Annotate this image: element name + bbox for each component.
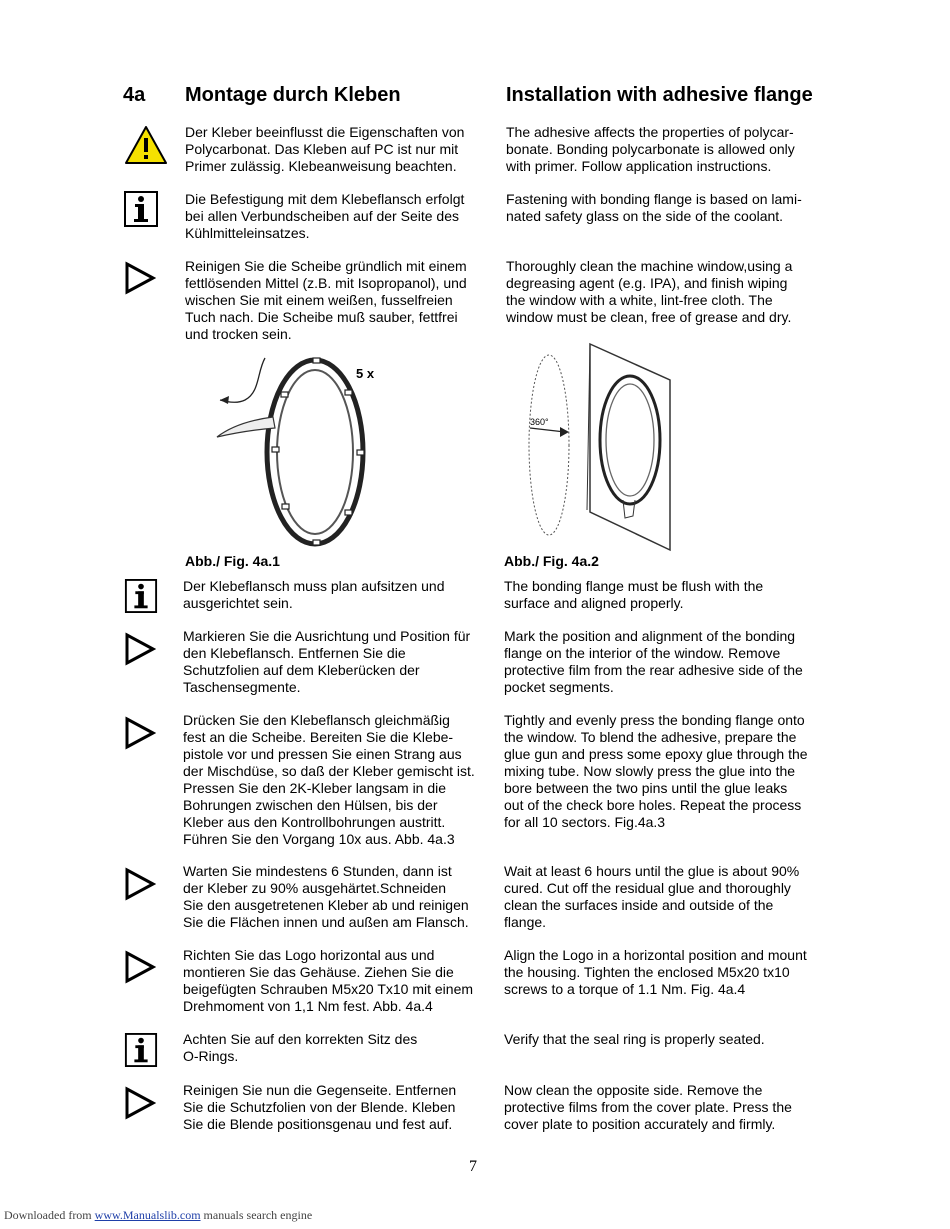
footer: [4, 1208, 312, 1223]
block-5-en: Tightly and evenly press the bonding flange onto the window. To blend the adhesive, prepare the glue gun and press some epoxy glue through the mixing tube. Now slowly press the glue into the bore between the two pins until the glue leaks out of the check bore holes. Repeat the process for all 10 sectors. Fig.4a.3: [504, 712, 808, 830]
block-4-de: Markieren Sie die Ausrichtung und Position für den Klebeflansch. Entfernen Sie die Schutzfolien auf dem Kleberücken der Taschensegmente.: [183, 628, 471, 695]
block-6-de: Warten Sie mindestens 6 Stunden, dann ist der Kleber zu 90% ausgehärtet.Schneiden Sie den ausgetretenen Kleber ab und reinigen Sie die Flächen innen und außen am Flansch.: [183, 863, 469, 930]
footer-suffix: manuals search engine: [200, 1208, 313, 1222]
block-3-en: The bonding flange must be flush with the surface and aligned properly.: [504, 578, 764, 611]
block-2-de: Reinigen Sie die Scheibe gründlich mit einem fettlösenden Mittel (z.B. mit Isopropanol), und wischen Sie mit einem weißen, fusselfreien Tuch nach. Die Scheibe muß sauber, fettfrei und trocken sein.: [185, 258, 467, 342]
block-2-en: Thoroughly clean the machine window,using a degreasing agent (e.g. IPA), and finish wiping the window with a white, lint-free cloth. The window must be clean, free of grease and dry.: [506, 258, 793, 325]
block-7-de: Richten Sie das Logo horizontal aus und montieren Sie das Gehäuse. Ziehen Sie die beigefügten Schrauben M5x20 Tx10 mit einem Drehmoment von 1,1 Nm fest. Abb. 4a.4: [183, 947, 474, 1014]
block-5-de: Drücken Sie den Klebeflansch gleichmäßig fest an die Scheibe. Bereiten Sie die Klebe- pistole vor und pressen Sie einen Strang aus der Mischdüse, so daß der Kleber gemischt ist. Pressen Sie den 2K-Kleber langsam in die Bohrungen zwischen den Hülsen, bis der Kleber aus den Kontrollbohrungen austritt. Führen Sie den Vorgang 10x aus. Abb. 4a.3: [183, 712, 475, 847]
block-6-en: Wait at least 6 hours until the glue is about 90% cured. Cut off the residual glue and thoroughly clean the surfaces inside and outside of the flange.: [504, 863, 800, 930]
fig1-label: 5 x: [356, 366, 375, 381]
figure-4a1: [205, 352, 385, 557]
block-1-en: Fastening with bonding flange is based on lami- nated safety glass on the side of the coolant.: [506, 191, 802, 224]
arrow-right-icon: [124, 867, 156, 901]
info-icon: [124, 1033, 158, 1067]
arrow-right-icon: [124, 261, 156, 295]
block-9-de: Reinigen Sie nun die Gegenseite. Entfernen Sie die Schutzfolien von der Blende. Kleben Sie die Blende positionsgenau und fest auf.: [183, 1082, 457, 1132]
figure-4a2: [525, 340, 675, 557]
block-1-de: Die Befestigung mit dem Klebeflansch erfolgt bei allen Verbundscheiben auf der Seite des Kühlmitteleinsatzes.: [185, 191, 465, 241]
fig2-caption: Abb./ Fig. 4a.2: [504, 553, 599, 569]
warning-icon: [124, 125, 168, 165]
footer-prefix: Downloaded from: [4, 1208, 95, 1222]
fig1-caption: Abb./ Fig. 4a.1: [185, 553, 280, 569]
block-3-de: Der Klebeflansch muss plan aufsitzen und ausgerichtet sein.: [183, 578, 445, 611]
arrow-right-icon: [124, 950, 156, 984]
block-0-en: The adhesive affects the properties of polycar- bonate. Bonding polycarbonate is allowed only with primer. Follow application instructions.: [506, 124, 795, 174]
arrow-right-icon: [124, 632, 156, 666]
info-icon: [124, 579, 158, 613]
block-7-en: Align the Logo in a horizontal position and mount the housing. Tighten the enclosed M5x20 tx10 screws to a torque of 1.1 Nm. Fig. 4a.4: [504, 947, 807, 997]
fig2-label: 360°: [530, 417, 549, 427]
arrow-right-icon: [124, 716, 156, 750]
footer-link[interactable]: www.Manualslib.com: [94, 1208, 201, 1222]
page-number: 7: [469, 1158, 477, 1175]
arrow-right-icon: [124, 1086, 156, 1120]
section-title-de: Montage durch Kleben: [185, 84, 401, 106]
block-0-de: Der Kleber beeinflusst die Eigenschaften von Polycarbonat. Das Kleben auf PC ist nur mit Primer zulässig. Klebeanweisung beachten.: [185, 124, 465, 174]
block-9-en: Now clean the opposite side. Remove the protective films from the cover plate. Press the cover plate to position accurately and firmly.: [504, 1082, 792, 1132]
section-title-en: Installation with adhesive flange: [506, 84, 813, 106]
block-8-de: Achten Sie auf den korrekten Sitz des O-Rings.: [183, 1031, 418, 1064]
block-8-en: Verify that the seal ring is properly seated.: [504, 1031, 765, 1047]
section-number: 4a: [123, 84, 146, 106]
info-icon: [124, 191, 158, 227]
block-4-en: Mark the position and alignment of the bonding flange on the interior of the window. Remove protective film from the rear adhesive side of the pocket segments.: [504, 628, 803, 695]
